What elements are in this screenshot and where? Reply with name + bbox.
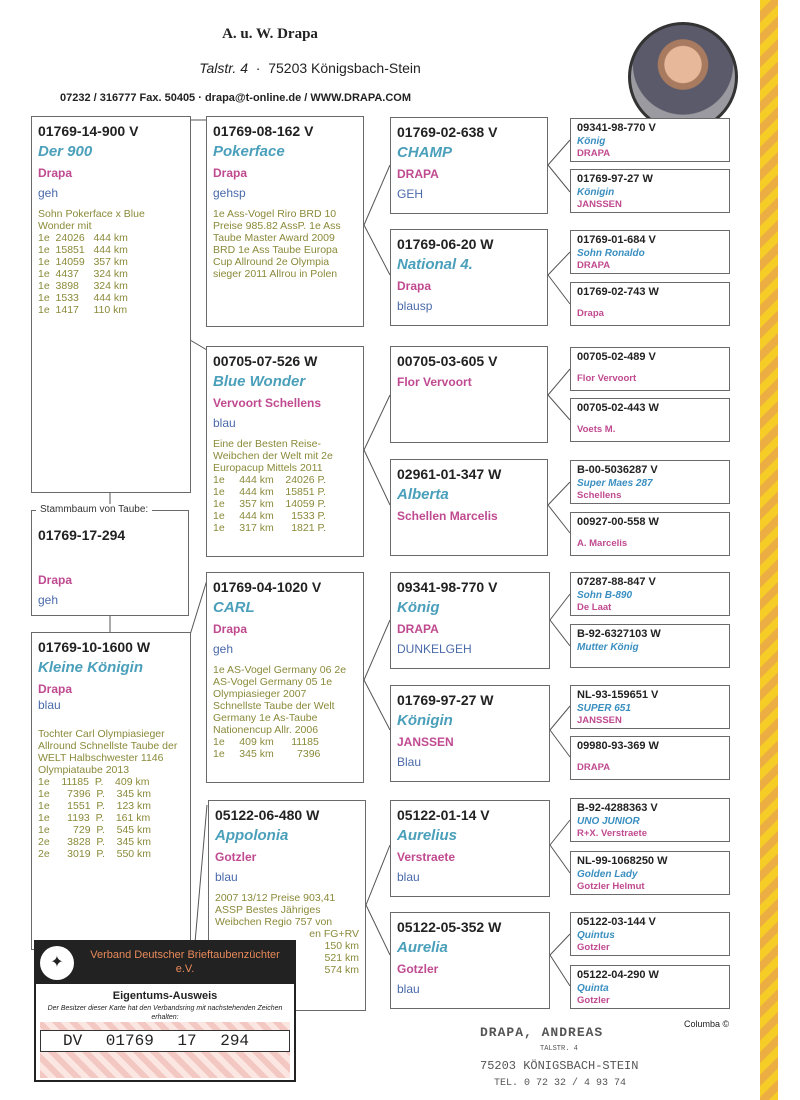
street: Talstr. 4 bbox=[199, 60, 248, 76]
separator-dot: · bbox=[251, 60, 269, 76]
pigeon-name: Sohn Ronaldo bbox=[577, 248, 645, 259]
pigeon-name: Kleine Königin bbox=[38, 659, 143, 676]
pigeon-name: Blue Wonder bbox=[213, 373, 306, 390]
pigeon-name: Super Maes 287 bbox=[577, 478, 653, 489]
ring-number: 01769-97-27 W bbox=[397, 692, 494, 708]
card-ring-number: DV 01769 17 294 bbox=[40, 1030, 290, 1052]
ring-number: 00705-07-526 W bbox=[213, 353, 318, 369]
ring-number: 01769-02-638 V bbox=[397, 124, 498, 140]
breeder-name: Gotzler Helmut bbox=[577, 881, 645, 892]
ring-number: 00705-03-605 V bbox=[397, 353, 498, 369]
achievements: 1e 444 km 24026 P. 1e 444 km 15851 P. 1e 357 km 14059 P. 1e 444 km 1533 P. 1e 317 km 1821 P. bbox=[213, 474, 327, 534]
gggp-card-4[interactable] bbox=[570, 282, 730, 326]
breeder-name: Drapa bbox=[38, 682, 73, 696]
ring-number: 09341-98-770 V bbox=[577, 122, 656, 134]
pigeon-name: Quinta bbox=[577, 983, 609, 994]
ggp-card-8[interactable] bbox=[390, 912, 550, 1009]
breeder-name: Drapa bbox=[213, 166, 248, 180]
ggp-card-1[interactable] bbox=[390, 117, 548, 214]
pigeon-name: Mutter König bbox=[577, 642, 639, 653]
ring-number: 01769-06-20 W bbox=[397, 236, 494, 252]
gggp-card-10[interactable] bbox=[570, 624, 730, 668]
pigeon-name: Aurelia bbox=[397, 939, 448, 956]
feather-color: gehsp bbox=[213, 186, 246, 200]
pedigree-note: Sohn Pokerface x Blue Wonder mit bbox=[38, 208, 145, 232]
feather-color: geh bbox=[213, 642, 234, 656]
achievements: 1e 11185 P. 409 km 1e 7396 P. 345 km 1e 1551 P. 123 km 1e 1193 P. 161 km 1e 729 P. 545 km 2e 3828 P. 345 km 2e 3019 P. 550 km bbox=[38, 776, 152, 860]
credit: Columba © bbox=[684, 1019, 730, 1029]
achievements: en FG+RV 150 km 521 km 574 km bbox=[309, 928, 359, 976]
ggp-card-2[interactable] bbox=[390, 229, 548, 326]
gggp-card-11[interactable] bbox=[570, 685, 730, 729]
pigeon-name: Golden Lady bbox=[577, 869, 638, 880]
pedigree-note: Tochter Carl Olympiasieger Allround Schnellste Taube der WELT Halbschwester 1146 Olympiataube 2013 bbox=[38, 728, 178, 776]
contact-line: 07232 / 316777 Fax. 50405 · drapa@t-online.de / WWW.DRAPA.COM bbox=[60, 92, 412, 104]
pigeon-name: Quintus bbox=[577, 930, 615, 941]
grandparent-card-fm[interactable] bbox=[206, 346, 364, 557]
feather-color: blau bbox=[213, 416, 236, 430]
pigeon-name: CARL bbox=[213, 599, 255, 616]
gggp-card-7[interactable] bbox=[570, 460, 730, 504]
breeder-name: R+X. Verstraete bbox=[577, 828, 647, 839]
ring-number: 05122-05-352 W bbox=[397, 919, 502, 935]
pedigree-note: Eine der Besten Reise-Weibchen der Welt mit 2e Europacup Mittels 2011 bbox=[213, 438, 333, 474]
ring-number: B-00-5036287 V bbox=[577, 464, 658, 476]
gggp-card-12[interactable] bbox=[570, 736, 730, 780]
ring-number: 02961-01-347 W bbox=[397, 466, 502, 482]
ring-number: 00927-00-558 W bbox=[577, 516, 659, 528]
pigeon-name: Alberta bbox=[397, 486, 449, 503]
breeder-name: JANSSEN bbox=[577, 199, 622, 210]
feather-color: blau bbox=[397, 982, 420, 996]
ring-number: B-92-6327103 W bbox=[577, 628, 661, 640]
gggp-card-9[interactable] bbox=[570, 572, 730, 616]
pigeon-name: Königin bbox=[577, 187, 615, 198]
breeder-name: Drapa bbox=[38, 573, 73, 587]
ring-number: 00705-02-443 W bbox=[577, 402, 659, 414]
gggp-card-14[interactable] bbox=[570, 851, 730, 895]
breeder-name: DRAPA bbox=[397, 622, 439, 636]
feather-color: blausp bbox=[397, 299, 433, 313]
breeder-name: Vervoort Schellens bbox=[213, 396, 322, 410]
ring-number: 05122-06-480 W bbox=[215, 807, 320, 823]
gggp-card-5[interactable] bbox=[570, 347, 730, 391]
ring-number: 05122-04-290 W bbox=[577, 969, 659, 981]
breeder-name: Drapa bbox=[397, 279, 432, 293]
pedigree-label: Stammbaum von Taube: bbox=[36, 504, 152, 515]
card-header bbox=[36, 942, 294, 984]
ggp-card-4[interactable] bbox=[390, 459, 548, 556]
pigeon-name: Königin bbox=[397, 712, 453, 729]
feather-color: blau bbox=[38, 698, 61, 712]
city: 75203 Königsbach-Stein bbox=[268, 60, 421, 76]
breeder-name: A. Marcelis bbox=[577, 538, 628, 549]
ownership-card bbox=[34, 940, 296, 1082]
breeder-name: JANSSEN bbox=[397, 735, 454, 749]
ggp-card-6[interactable] bbox=[390, 685, 550, 782]
achievements: 1e 24026 444 km 1e 15851 444 km 1e 14059 357 km 1e 4437 324 km 1e 3898 324 km 1e 1533 444 km 1e 1417 110 km bbox=[38, 232, 128, 316]
breeder-name: Gotzler bbox=[215, 850, 257, 864]
feather-color: Blau bbox=[397, 755, 422, 769]
breeder-name: De Laat bbox=[577, 602, 612, 613]
card-title: Eigentums-Ausweis bbox=[112, 990, 218, 1002]
breeder-name: DRAPA bbox=[577, 148, 611, 159]
gggp-card-16[interactable] bbox=[570, 965, 730, 1009]
ring-number: 01769-01-684 V bbox=[577, 234, 656, 246]
breeder-name: Verstraete bbox=[397, 850, 456, 864]
dove-icon: ✦ bbox=[40, 946, 74, 980]
ring-number: 05122-01-14 V bbox=[397, 807, 490, 823]
ring-number: 01769-02-743 W bbox=[577, 286, 659, 298]
feather-color: blau bbox=[397, 870, 420, 884]
pigeon-name: Sohn B-890 bbox=[577, 590, 633, 601]
pigeon-name: König bbox=[577, 136, 606, 147]
pigeon-name: National 4. bbox=[397, 256, 473, 273]
stamp-name: DRAPA, ANDREAS bbox=[480, 1025, 604, 1040]
gggp-card-15[interactable] bbox=[570, 912, 730, 956]
ring-number: B-92-4288363 V bbox=[577, 802, 658, 814]
pigeon-name: Aurelius bbox=[397, 827, 458, 844]
ring-number: 01769-08-162 V bbox=[213, 123, 314, 139]
card-subtitle: Der Besitzer dieser Karte hat den Verbandsring mit nachstehenden Zeichen erhalten: bbox=[47, 1005, 283, 1021]
ring-number: 07287-88-847 V bbox=[577, 576, 656, 588]
gggp-card-6[interactable] bbox=[570, 398, 730, 442]
pigeon-name: Pokerface bbox=[213, 143, 285, 160]
ring-number: 01769-04-1020 V bbox=[213, 579, 322, 595]
breeder-name: Drapa bbox=[577, 308, 604, 319]
gggp-card-3[interactable] bbox=[570, 230, 730, 274]
feather-color: DUNKELGEH bbox=[397, 642, 472, 656]
feather-color: geh bbox=[38, 593, 59, 607]
breeder-name: JANSSEN bbox=[577, 715, 622, 726]
breeder-name: Flor Vervoort bbox=[577, 373, 637, 384]
ggp-card-5[interactable] bbox=[390, 572, 550, 669]
ring-number: 09980-93-369 W bbox=[577, 740, 659, 752]
breeder-name: Drapa bbox=[38, 166, 73, 180]
ring-number: 01769-17-294 bbox=[38, 527, 126, 543]
breeder-title: A. u. W. Drapa bbox=[222, 26, 318, 42]
pigeon-name: CHAMP bbox=[397, 144, 452, 161]
breeder-name: Gotzler bbox=[577, 995, 610, 1006]
ring-number: 00705-02-489 V bbox=[577, 351, 656, 363]
stamp-phone: TEL. 0 72 32 / 4 93 74 bbox=[494, 1078, 627, 1089]
pedigree-note: 1e Ass-Vogel Riro BRD 10 Preise 985.82 AssP. 1e Ass Taube Master Award 2009 BRD 1e Ass Taube Europa Cup Allround 2e Olympia sieger 2011 Allrou in Polen bbox=[213, 208, 341, 280]
feather-color: blau bbox=[215, 870, 238, 884]
pigeon-name: SUPER 651 bbox=[577, 703, 631, 714]
ggp-card-7[interactable] bbox=[390, 800, 550, 897]
ring-number: 05122-03-144 V bbox=[577, 916, 656, 928]
association-name: Verband Deutscher Brieftaubenzüchter e.V. bbox=[90, 949, 280, 975]
gggp-card-13[interactable] bbox=[570, 798, 730, 842]
breeder-name: Gotzler bbox=[577, 942, 610, 953]
feather-color: geh bbox=[38, 186, 59, 200]
gggp-card-2[interactable] bbox=[570, 169, 730, 213]
pigeon-name: König bbox=[397, 599, 440, 616]
pedigree-note: 2007 13/12 Preise 903,41 ASSP Bestes Jähriges Weibchen Regio 757 von bbox=[215, 892, 336, 928]
ring-number: NL-99-1068250 W bbox=[577, 855, 668, 867]
address-stamp bbox=[480, 1024, 638, 1092]
stamp-city: 75203 KÖNIGSBACH-STEIN bbox=[480, 1059, 639, 1073]
subject-card[interactable] bbox=[31, 510, 189, 616]
ggp-card-3[interactable] bbox=[390, 346, 548, 443]
stamp-street: TALSTR. 4 bbox=[540, 1045, 578, 1053]
breeder-name: DRAPA bbox=[577, 260, 611, 271]
feather-color: GEH bbox=[397, 187, 424, 201]
pigeon-name: Appolonia bbox=[215, 827, 289, 844]
breeder-name: Voets M. bbox=[577, 424, 616, 435]
pigeon-name: Der 900 bbox=[38, 143, 93, 160]
grandparent-card-ff[interactable] bbox=[206, 116, 364, 327]
grandparent-card-mf[interactable] bbox=[206, 572, 364, 783]
pedigree-note: 1e AS-Vogel Germany 06 2e AS-Vogel Germany 05 1e Olympiasieger 2007 Schnellste Taube der Welt Germany 1e As-Taube Nationencup Allr. 2006 bbox=[213, 664, 347, 736]
ring-number: 01769-97-27 W bbox=[577, 173, 653, 185]
breeder-name: DRAPA bbox=[397, 167, 439, 181]
breeder-name: Drapa bbox=[213, 622, 248, 636]
ring-number: 09341-98-770 V bbox=[397, 579, 498, 595]
breeder-name: Gotzler bbox=[397, 962, 439, 976]
breeder-name: DRAPA bbox=[577, 762, 611, 773]
breeder-name: Schellens bbox=[577, 490, 622, 501]
breeder-name: Flor Vervoort bbox=[397, 375, 472, 389]
ring-number: NL-93-159651 V bbox=[577, 689, 659, 701]
ring-number: 01769-10-1600 W bbox=[38, 639, 151, 655]
breeder-name: Schellen Marcelis bbox=[397, 509, 498, 523]
pigeon-name: UNO JUNIOR bbox=[577, 816, 640, 827]
gggp-card-1[interactable] bbox=[570, 118, 730, 162]
ring-number: 01769-14-900 V bbox=[38, 123, 139, 139]
achievements: 1e 409 km 11185 1e 345 km 7396 bbox=[213, 736, 321, 760]
gggp-card-8[interactable] bbox=[570, 512, 730, 556]
father-card[interactable] bbox=[31, 116, 191, 493]
mother-card[interactable] bbox=[31, 632, 191, 950]
